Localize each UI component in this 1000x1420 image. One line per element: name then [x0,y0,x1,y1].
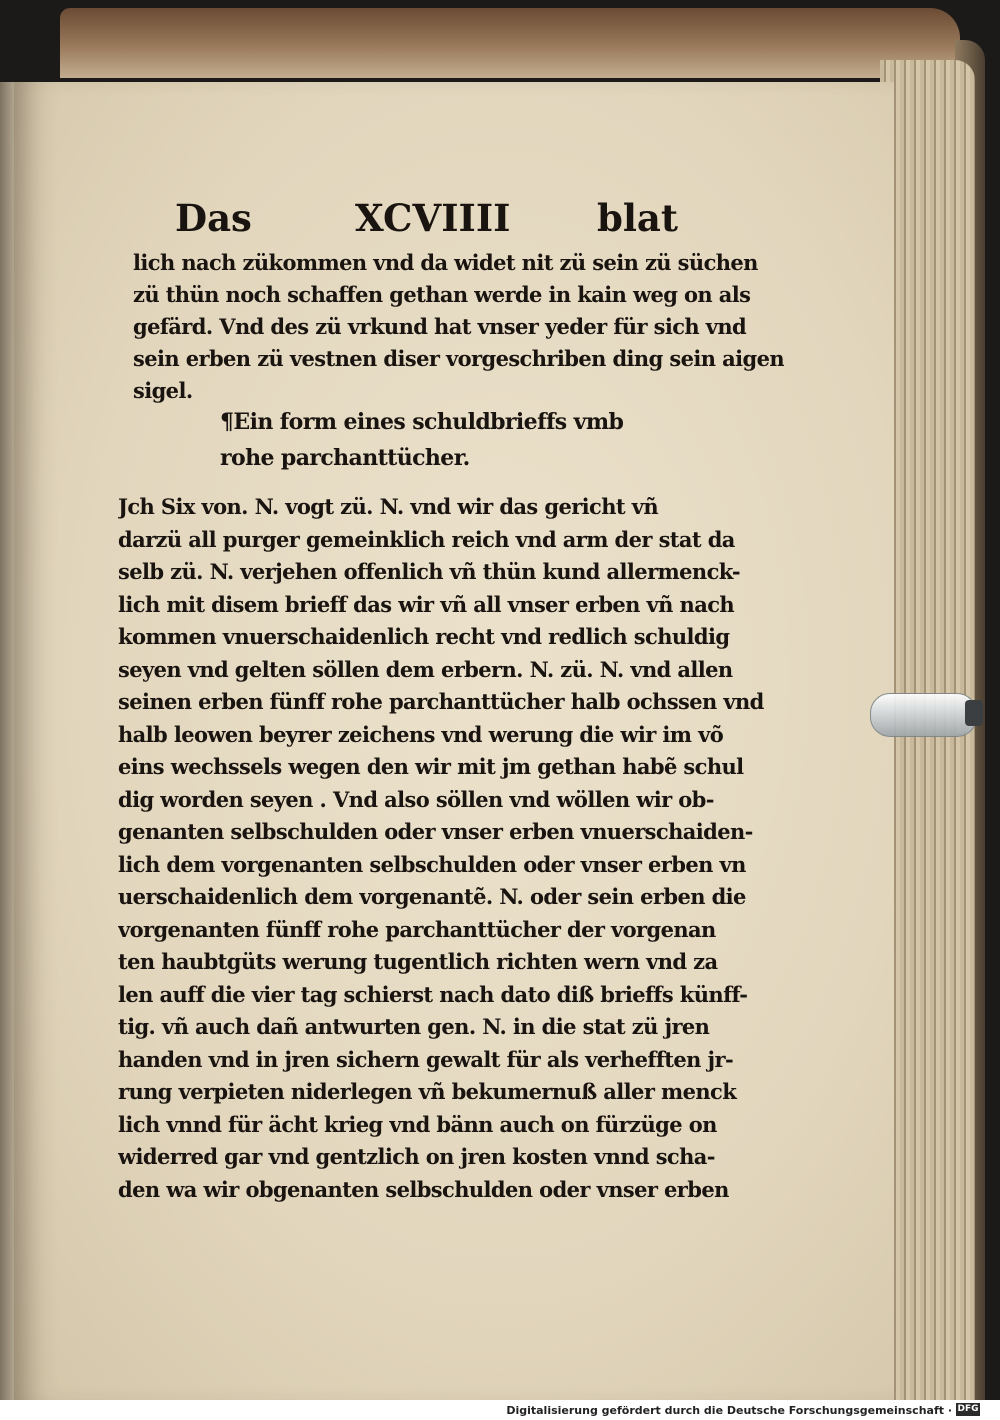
text-line: ten haubtgüts werung tugentlich richten wern vnd za [118,949,718,974]
heading-line: rohe parchanttücher. [220,445,470,471]
header-left: Das [175,196,252,240]
text-line: lich nach zükommen vnd da widet nit zü sein zü süchen [133,250,758,275]
text-line: sein erben zü vestnen diser vorgeschriben ding sein aigen [133,346,785,371]
text-line: kommen vnuerschaidenlich recht vnd redlich schuldig [118,624,730,649]
text-line: len auff die vier tag schierst nach dato diß brieffs künff- [118,981,748,1007]
heading-line: ¶Ein form eines schuldbrieffs vmb [220,409,624,435]
section-heading [220,404,623,476]
text-line: lich dem vorgenanten selbschulden oder vnser erben vn [118,851,746,877]
running-header [175,196,678,248]
text-line: eins wechssels wegen den wir mit jm gethan habẽ schul [118,754,744,779]
text-line: uerschaidenlich dem vorgenantẽ. N. oder sein erben die [118,884,746,909]
dfg-logo: DFG [957,1404,979,1414]
text-line: gefärd. Vnd des zü vrkund hat vnser yeder für sich vnd [133,314,747,339]
header-right: blat [597,196,678,240]
text-line: widerred gar vnd gentzlich on jren kosten vnnd scha- [118,1144,715,1169]
text-line: lich mit disem brieff das wir vñ all vnser erben vñ nach [118,591,735,617]
text-line: zü thün noch schaffen gethan werde in kain weg on als [133,282,751,307]
text-line: rung verpieten niderlegen vñ bekumernuß aller menck [118,1079,737,1104]
text-line: seyen vnd gelten söllen dem erbern. N. zü. N. vnd allen [118,656,733,682]
text-line: Jch Six von. N. vogt zü. N. vnd wir das gericht vñ [118,494,658,519]
folio-number: XCVIIII [355,196,511,240]
text-line: lich vnnd für ächt krieg vnd bänn auch on fürzüge on [118,1111,717,1137]
paragraph-continuation [133,247,784,407]
clip-tip [965,700,983,726]
text-line: dig worden seyen . Vnd also söllen vnd wöllen wir ob- [118,786,714,812]
text-line: seinen erben fünff rohe parchanttücher halb ochssen vnd [118,689,764,714]
text-line: sigel. [133,378,193,403]
text-line: handen vnd in jren sichern gewalt für als verhefften jr- [118,1046,734,1072]
text-line: den wa wir obgenanten selbschulden oder vnser erben [118,1176,729,1202]
book-cover-edge [60,8,960,78]
text-line: genanten selbschulden oder vnser erben vnuerschaiden- [118,819,753,844]
text-line: vorgenanten fünff rohe parchanttücher der vorgenan [118,916,716,942]
text-line: selb zü. N. verjehen offenlich vñ thün kund allermenck- [118,559,740,584]
text-line: darzü all purger gemeinklich reich vnd arm der stat da [118,526,735,552]
left-page-edge [0,82,14,1400]
digitization-footer [0,1400,1000,1420]
paragraph-main [118,491,764,1206]
text-line: halb leowen beyrer zeichens vnd werung die wir im võ [118,721,724,747]
funding-credit: Digitalisierung gefördert durch die Deutsche Forschungsgemeinschaft · [506,1404,952,1417]
text-line: tig. vñ auch dañ antwurten gen. N. in die stat zü jren [118,1014,710,1039]
plastic-page-clip [870,693,977,737]
